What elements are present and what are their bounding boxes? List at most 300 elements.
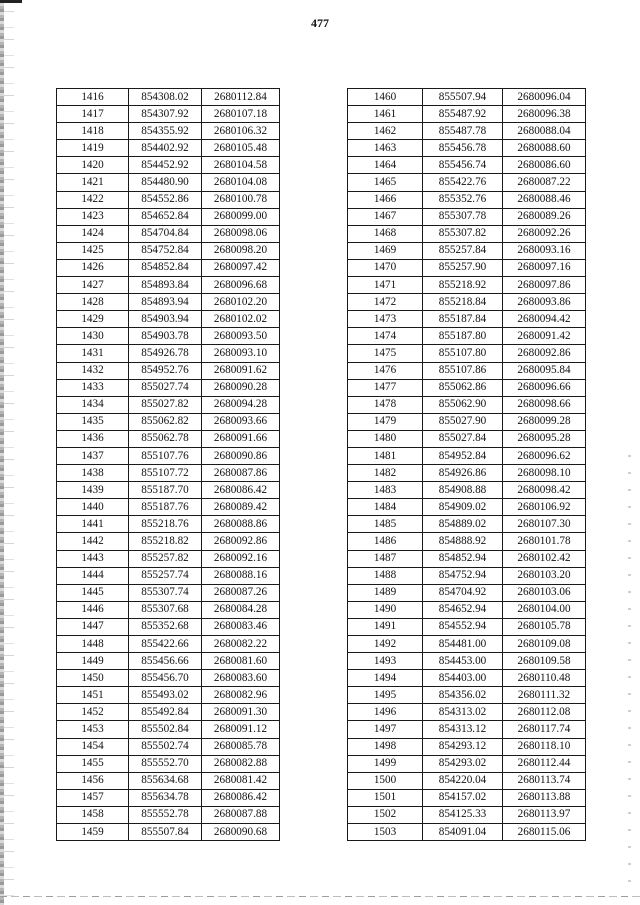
table-row [57,140,280,157]
table-row [348,499,586,516]
table-row [348,636,586,653]
scan-bottom-edge [0,896,640,897]
y-coordinate-cell: 2680093.86 [503,294,586,311]
point-number-cell: 1430 [57,328,129,345]
y-coordinate-cell: 2680087.88 [202,806,280,823]
point-number-cell: 1416 [57,89,129,106]
x-coordinate-cell: 854852.94 [423,550,503,567]
y-coordinate-cell: 2680106.92 [503,499,586,516]
point-number-cell: 1471 [348,277,423,294]
table-row [348,89,586,106]
point-number-cell: 1476 [348,362,423,379]
table-row [57,362,280,379]
table-row [348,721,586,738]
point-number-cell: 1496 [348,704,423,721]
y-coordinate-cell: 2680087.22 [503,174,586,191]
y-coordinate-cell: 2680101.78 [503,533,586,550]
table-row [57,345,280,362]
table-row [57,191,280,208]
table-row [57,789,280,806]
y-coordinate-cell: 2680096.04 [503,89,586,106]
x-coordinate-cell: 855027.82 [129,396,202,413]
table-row [348,618,586,635]
x-coordinate-cell: 854481.00 [423,636,503,653]
y-coordinate-cell: 2680084.28 [202,601,280,618]
table-row [348,191,586,208]
x-coordinate-cell: 855507.94 [423,89,503,106]
point-number-cell: 1483 [348,482,423,499]
y-coordinate-cell: 2680109.58 [503,653,586,670]
y-coordinate-cell: 2680100.78 [202,191,280,208]
x-coordinate-cell: 854313.02 [423,704,503,721]
point-number-cell: 1470 [348,259,423,276]
table-row [57,670,280,687]
table-row [57,482,280,499]
y-coordinate-cell: 2680094.42 [503,311,586,328]
x-coordinate-cell: 854157.02 [423,789,503,806]
table-row [57,106,280,123]
x-coordinate-cell: 855307.74 [129,584,202,601]
y-coordinate-cell: 2680098.06 [202,225,280,242]
y-coordinate-cell: 2680088.86 [202,516,280,533]
y-coordinate-cell: 2680090.28 [202,379,280,396]
y-coordinate-cell: 2680091.30 [202,704,280,721]
y-coordinate-cell: 2680087.86 [202,465,280,482]
table-row [57,123,280,140]
point-number-cell: 1423 [57,208,129,225]
point-number-cell: 1489 [348,584,423,601]
table-row [348,516,586,533]
y-coordinate-cell: 2680089.26 [503,208,586,225]
y-coordinate-cell: 2680083.46 [202,618,280,635]
table-row [348,601,586,618]
x-coordinate-cell: 855187.76 [129,499,202,516]
table-row [348,157,586,174]
x-coordinate-cell: 855187.80 [423,328,503,345]
point-number-cell: 1452 [57,704,129,721]
table-row [348,789,586,806]
point-number-cell: 1475 [348,345,423,362]
x-coordinate-cell: 854952.84 [423,447,503,464]
table-row [348,345,586,362]
x-coordinate-cell: 855107.72 [129,465,202,482]
y-coordinate-cell: 2680088.16 [202,567,280,584]
y-coordinate-cell: 2680102.42 [503,550,586,567]
y-coordinate-cell: 2680091.12 [202,721,280,738]
x-coordinate-cell: 855062.78 [129,430,202,447]
point-number-cell: 1503 [348,824,423,841]
y-coordinate-cell: 2680094.28 [202,396,280,413]
point-number-cell: 1431 [57,345,129,362]
point-number-cell: 1429 [57,311,129,328]
point-number-cell: 1461 [348,106,423,123]
point-number-cell: 1427 [57,277,129,294]
y-coordinate-cell: 2680083.60 [202,670,280,687]
table-row [57,379,280,396]
y-coordinate-cell: 2680088.60 [503,140,586,157]
scan-left-speckle [4,0,14,905]
point-number-cell: 1424 [57,225,129,242]
point-number-cell: 1486 [348,533,423,550]
x-coordinate-cell: 855502.84 [129,721,202,738]
x-coordinate-cell: 855552.78 [129,806,202,823]
page-number: 477 [311,16,329,30]
y-coordinate-cell: 2680097.42 [202,259,280,276]
point-number-cell: 1499 [348,755,423,772]
y-coordinate-cell: 2680102.20 [202,294,280,311]
y-coordinate-cell: 2680104.00 [503,601,586,618]
table-row [348,311,586,328]
y-coordinate-cell: 2680093.10 [202,345,280,362]
point-number-cell: 1428 [57,294,129,311]
point-number-cell: 1447 [57,618,129,635]
x-coordinate-cell: 855187.84 [423,311,503,328]
x-coordinate-cell: 854402.92 [129,140,202,157]
y-coordinate-cell: 2680103.06 [503,584,586,601]
table-row [348,208,586,225]
x-coordinate-cell: 855552.70 [129,755,202,772]
table-row [348,806,586,823]
point-number-cell: 1469 [348,242,423,259]
table-row [348,772,586,789]
point-number-cell: 1437 [57,447,129,464]
table-row [348,174,586,191]
x-coordinate-cell: 854889.02 [423,516,503,533]
y-coordinate-cell: 2680093.16 [503,242,586,259]
point-number-cell: 1421 [57,174,129,191]
point-number-cell: 1497 [348,721,423,738]
x-coordinate-cell: 855493.02 [129,687,202,704]
x-coordinate-cell: 854893.94 [129,294,202,311]
point-number-cell: 1438 [57,465,129,482]
y-coordinate-cell: 2680096.38 [503,106,586,123]
y-coordinate-cell: 2680091.62 [202,362,280,379]
y-coordinate-cell: 2680097.16 [503,259,586,276]
table-row [57,806,280,823]
x-coordinate-cell: 855062.82 [129,413,202,430]
y-coordinate-cell: 2680098.20 [202,242,280,259]
point-number-cell: 1443 [57,550,129,567]
y-coordinate-cell: 2680095.84 [503,362,586,379]
point-number-cell: 1422 [57,191,129,208]
y-coordinate-cell: 2680112.84 [202,89,280,106]
y-coordinate-cell: 2680096.66 [503,379,586,396]
x-coordinate-cell: 854452.92 [129,157,202,174]
y-coordinate-cell: 2680096.62 [503,447,586,464]
table-row [348,447,586,464]
point-number-cell: 1439 [57,482,129,499]
x-coordinate-cell: 855456.74 [423,157,503,174]
point-number-cell: 1456 [57,772,129,789]
x-coordinate-cell: 854903.94 [129,311,202,328]
x-coordinate-cell: 855456.66 [129,653,202,670]
y-coordinate-cell: 2680081.42 [202,772,280,789]
point-number-cell: 1467 [348,208,423,225]
point-number-cell: 1473 [348,311,423,328]
point-number-cell: 1466 [348,191,423,208]
y-coordinate-cell: 2680105.48 [202,140,280,157]
point-number-cell: 1462 [348,123,423,140]
table-row [57,618,280,635]
table-row [57,824,280,841]
y-coordinate-cell: 2680111.32 [503,687,586,704]
table-row [57,584,280,601]
point-number-cell: 1426 [57,259,129,276]
y-coordinate-cell: 2680113.97 [503,806,586,823]
x-coordinate-cell: 854893.84 [129,277,202,294]
y-coordinate-cell: 2680106.32 [202,123,280,140]
y-coordinate-cell: 2680115.06 [503,824,586,841]
x-coordinate-cell: 855307.68 [129,601,202,618]
table-row [348,140,586,157]
point-number-cell: 1465 [348,174,423,191]
y-coordinate-cell: 2680092.86 [202,533,280,550]
y-coordinate-cell: 2680113.88 [503,789,586,806]
y-coordinate-cell: 2680088.04 [503,123,586,140]
table-row [57,738,280,755]
x-coordinate-cell: 854704.92 [423,584,503,601]
x-coordinate-cell: 854091.04 [423,824,503,841]
y-coordinate-cell: 2680082.96 [202,687,280,704]
x-coordinate-cell: 854752.84 [129,242,202,259]
table-row [348,328,586,345]
y-coordinate-cell: 2680110.48 [503,670,586,687]
x-coordinate-cell: 855062.90 [423,396,503,413]
table-row [57,636,280,653]
table-row [348,670,586,687]
x-coordinate-cell: 855027.90 [423,413,503,430]
table-row [57,533,280,550]
point-number-cell: 1448 [57,636,129,653]
point-number-cell: 1440 [57,499,129,516]
table-row [348,687,586,704]
x-coordinate-cell: 855218.84 [423,294,503,311]
point-number-cell: 1459 [57,824,129,841]
table-row [57,447,280,464]
x-coordinate-cell: 855187.70 [129,482,202,499]
table-row [57,499,280,516]
table-row [348,294,586,311]
table-row [348,225,586,242]
x-coordinate-cell: 855307.78 [423,208,503,225]
x-coordinate-cell: 855218.82 [129,533,202,550]
y-coordinate-cell: 2680092.26 [503,225,586,242]
x-coordinate-cell: 855422.66 [129,636,202,653]
y-coordinate-cell: 2680081.60 [202,653,280,670]
y-coordinate-cell: 2680098.66 [503,396,586,413]
point-number-cell: 1418 [57,123,129,140]
point-number-cell: 1478 [348,396,423,413]
y-coordinate-cell: 2680117.74 [503,721,586,738]
point-number-cell: 1500 [348,772,423,789]
table-row [57,550,280,567]
y-coordinate-cell: 2680086.42 [202,789,280,806]
x-coordinate-cell: 854704.84 [129,225,202,242]
x-coordinate-cell: 855257.90 [423,259,503,276]
point-number-cell: 1495 [348,687,423,704]
point-number-cell: 1434 [57,396,129,413]
point-number-cell: 1472 [348,294,423,311]
x-coordinate-cell: 855307.82 [423,225,503,242]
scan-right-speckle [628,455,631,895]
table-row [348,755,586,772]
table-row [348,277,586,294]
point-number-cell: 1444 [57,567,129,584]
table-row [348,482,586,499]
point-number-cell: 1420 [57,157,129,174]
x-coordinate-cell: 855492.84 [129,704,202,721]
y-coordinate-cell: 2680085.78 [202,738,280,755]
x-coordinate-cell: 854652.94 [423,601,503,618]
y-coordinate-cell: 2680082.22 [202,636,280,653]
y-coordinate-cell: 2680086.60 [503,157,586,174]
point-number-cell: 1502 [348,806,423,823]
point-number-cell: 1454 [57,738,129,755]
table-row [348,242,586,259]
x-coordinate-cell: 855422.76 [423,174,503,191]
x-coordinate-cell: 855502.74 [129,738,202,755]
y-coordinate-cell: 2680095.28 [503,430,586,447]
point-number-cell: 1498 [348,738,423,755]
y-coordinate-cell: 2680099.00 [202,208,280,225]
point-number-cell: 1419 [57,140,129,157]
table-row [57,687,280,704]
point-number-cell: 1493 [348,653,423,670]
x-coordinate-cell: 854293.02 [423,755,503,772]
point-number-cell: 1433 [57,379,129,396]
point-number-cell: 1453 [57,721,129,738]
x-coordinate-cell: 854952.76 [129,362,202,379]
table-row [57,413,280,430]
table-row [348,584,586,601]
y-coordinate-cell: 2680099.28 [503,413,586,430]
point-number-cell: 1436 [57,430,129,447]
y-coordinate-cell: 2680104.08 [202,174,280,191]
point-number-cell: 1487 [348,550,423,567]
point-number-cell: 1458 [57,806,129,823]
x-coordinate-cell: 854403.00 [423,670,503,687]
point-number-cell: 1460 [348,89,423,106]
point-number-cell: 1457 [57,789,129,806]
table-row [57,516,280,533]
table-row [57,174,280,191]
y-coordinate-cell: 2680098.42 [503,482,586,499]
x-coordinate-cell: 855107.76 [129,447,202,464]
y-coordinate-cell: 2680087.26 [202,584,280,601]
point-number-cell: 1464 [348,157,423,174]
table-row [348,106,586,123]
point-number-cell: 1491 [348,618,423,635]
x-coordinate-cell: 855352.76 [423,191,503,208]
x-coordinate-cell: 854356.02 [423,687,503,704]
x-coordinate-cell: 855027.74 [129,379,202,396]
y-coordinate-cell: 2680096.68 [202,277,280,294]
x-coordinate-cell: 855027.84 [423,430,503,447]
point-number-cell: 1445 [57,584,129,601]
y-coordinate-cell: 2680090.68 [202,824,280,841]
y-coordinate-cell: 2680082.88 [202,755,280,772]
point-number-cell: 1442 [57,533,129,550]
x-coordinate-cell: 855107.80 [423,345,503,362]
table-row [57,396,280,413]
y-coordinate-cell: 2680102.02 [202,311,280,328]
x-coordinate-cell: 854480.90 [129,174,202,191]
x-coordinate-cell: 854926.78 [129,345,202,362]
table-row [57,328,280,345]
point-number-cell: 1494 [348,670,423,687]
table-row [348,259,586,276]
x-coordinate-cell: 855507.84 [129,824,202,841]
table-row [348,362,586,379]
table-row [57,294,280,311]
y-coordinate-cell: 2680118.10 [503,738,586,755]
y-coordinate-cell: 2680098.10 [503,465,586,482]
y-coordinate-cell: 2680112.08 [503,704,586,721]
point-number-cell: 1501 [348,789,423,806]
point-number-cell: 1481 [348,447,423,464]
y-coordinate-cell: 2680097.86 [503,277,586,294]
x-coordinate-cell: 854307.92 [129,106,202,123]
table-row [348,123,586,140]
table-row [348,413,586,430]
y-coordinate-cell: 2680107.30 [503,516,586,533]
y-coordinate-cell: 2680088.46 [503,191,586,208]
point-number-cell: 1480 [348,430,423,447]
x-coordinate-cell: 854908.88 [423,482,503,499]
table-row [57,157,280,174]
table-row [348,396,586,413]
table-row [348,465,586,482]
y-coordinate-cell: 2680091.42 [503,328,586,345]
table-row [348,738,586,755]
x-coordinate-cell: 854453.00 [423,653,503,670]
y-coordinate-cell: 2680092.86 [503,345,586,362]
x-coordinate-cell: 854903.78 [129,328,202,345]
table-row [57,772,280,789]
point-number-cell: 1450 [57,670,129,687]
y-coordinate-cell: 2680092.16 [202,550,280,567]
point-number-cell: 1463 [348,140,423,157]
x-coordinate-cell: 854125.33 [423,806,503,823]
x-coordinate-cell: 854926.86 [423,465,503,482]
y-coordinate-cell: 2680090.86 [202,447,280,464]
table-row [57,89,280,106]
table-row [57,704,280,721]
x-coordinate-cell: 855257.82 [129,550,202,567]
x-coordinate-cell: 855257.84 [423,242,503,259]
point-number-cell: 1482 [348,465,423,482]
x-coordinate-cell: 854552.94 [423,618,503,635]
table-row [57,259,280,276]
x-coordinate-cell: 854293.12 [423,738,503,755]
table-row [57,277,280,294]
point-number-cell: 1451 [57,687,129,704]
table-row [57,311,280,328]
x-coordinate-cell: 854552.86 [129,191,202,208]
coordinate-table-right [347,88,586,841]
point-number-cell: 1441 [57,516,129,533]
x-coordinate-cell: 854752.94 [423,567,503,584]
x-coordinate-cell: 854888.92 [423,533,503,550]
point-number-cell: 1449 [57,653,129,670]
y-coordinate-cell: 2680086.42 [202,482,280,499]
table-row [348,533,586,550]
point-number-cell: 1425 [57,242,129,259]
point-number-cell: 1492 [348,636,423,653]
table-row [348,550,586,567]
point-number-cell: 1477 [348,379,423,396]
x-coordinate-cell: 854308.02 [129,89,202,106]
